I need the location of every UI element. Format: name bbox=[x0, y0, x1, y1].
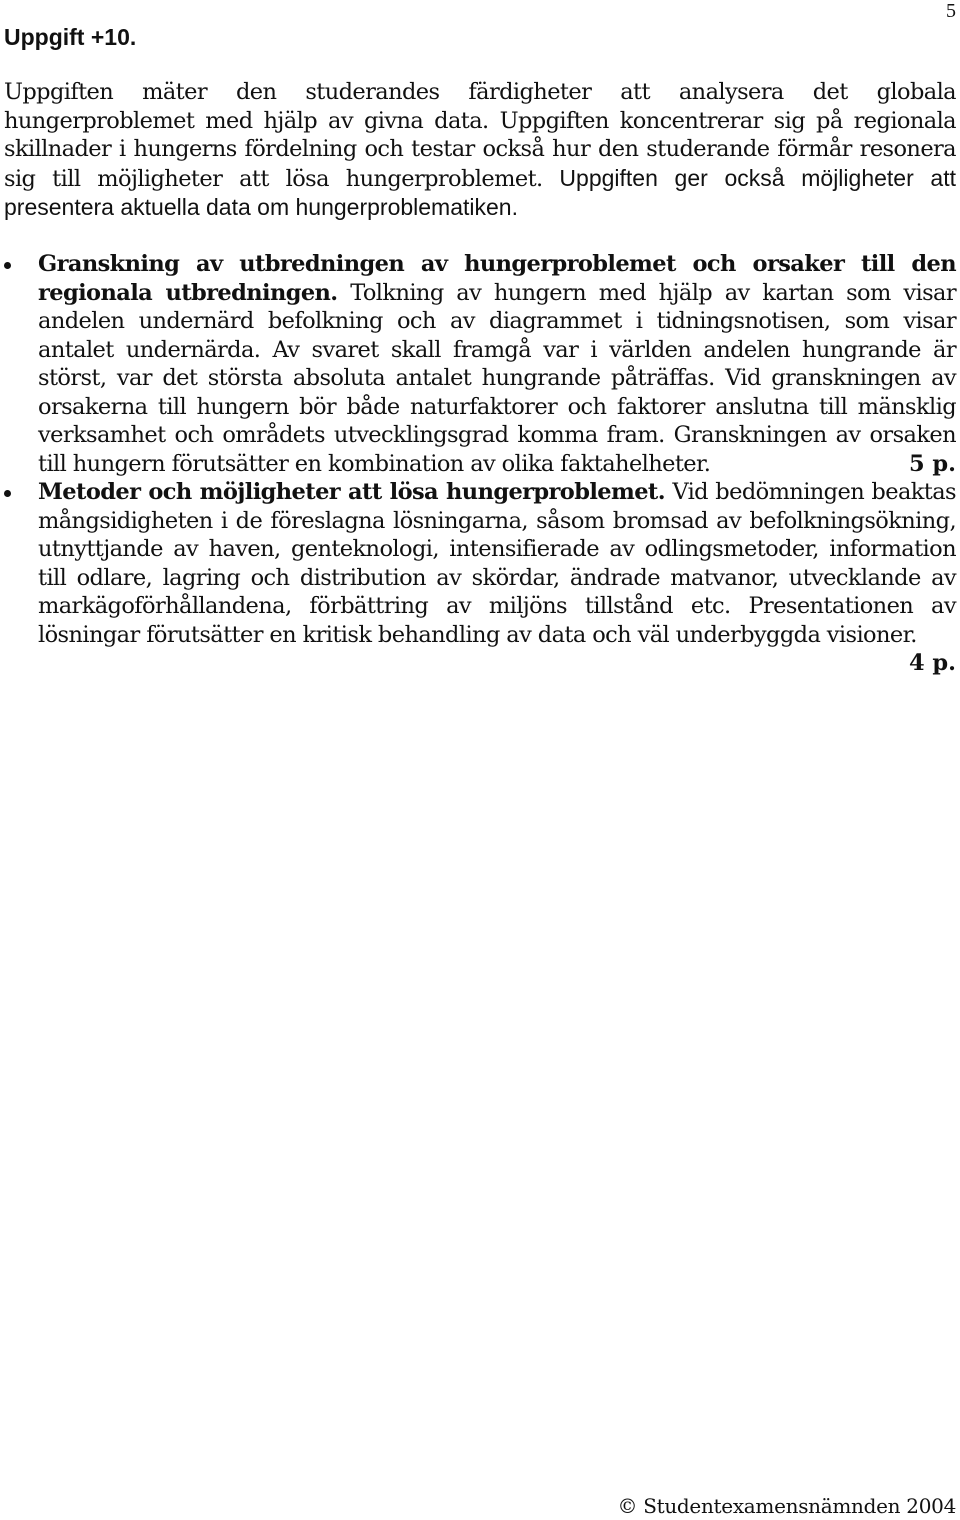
page-number: 5 bbox=[946, 0, 956, 22]
criteria-body: Tolkning av hungern med hjälp av kartan som visar andelen undernärd befolkning och av diagrammet i tidningsnotisen, som visar antalet undernärda. Av svaret skall framgå var i världen andelen hungrande är störst, var det största absoluta antalet hungrande påträffas. Vid granskningen av orsakerna till hungern bör både naturfaktorer och faktorer anslutna till mänsklig verksamhet och områdets utvecklingsgrad komma fram. Granskningen av orsaken till hungern förutsätter en kombination av olika faktahelheter. bbox=[38, 279, 957, 477]
points-badge: 4 p. bbox=[908, 650, 956, 676]
intro-paragraph bbox=[4, 78, 956, 223]
intro-lead-text: Uppgiften mäter den studerandes färdigheter att analysera det globala hungerproblemet med hjälp av givna data. Uppgiften koncentrerar sig på regionala skillnader i hungerns fördelning och testar också hur den studerande förmår resonera sig till möjligheter att lösa hungerproblemet. bbox=[4, 79, 956, 192]
bullet-icon bbox=[4, 490, 11, 497]
intro-tail-text: Uppgiften ger också möjligheter att presentera aktuella data om hungerproblematiken. bbox=[4, 164, 956, 221]
criteria-body: Vid bedömningen beaktas mångsidigheten i de föreslagna lösningarna, såsom bromsad av befolkningsökning, utnyttjande av haven, genteknologi, intensifierade av odlingsmetoder, information till odlare, lagring och distribution av skördar, ändrade matvanor, utvecklande av markägoförhållandena, förbättring av miljöns tillstånd etc. Presentationen av lösningar förutsätter en kritisk behandling av data och väl underbyggda visioner. bbox=[38, 479, 956, 648]
points-badge: 5 p. bbox=[908, 450, 956, 477]
bullet-icon bbox=[4, 262, 11, 269]
criteria-item-hunger-distribution bbox=[0, 250, 960, 478]
criteria-title: Granskning av utbredningen av hungerproblemet och orsaker till den regionala utbredningen. bbox=[38, 251, 956, 306]
copyright-footer: © Studentexamensnämnden 2004 bbox=[617, 1494, 956, 1518]
criteria-title: Metoder och möjligheter att lösa hungerproblemet. bbox=[38, 479, 665, 505]
page-title: Uppgift +10. bbox=[4, 24, 137, 50]
criteria-list bbox=[0, 250, 960, 678]
criteria-item-solutions bbox=[0, 478, 960, 678]
